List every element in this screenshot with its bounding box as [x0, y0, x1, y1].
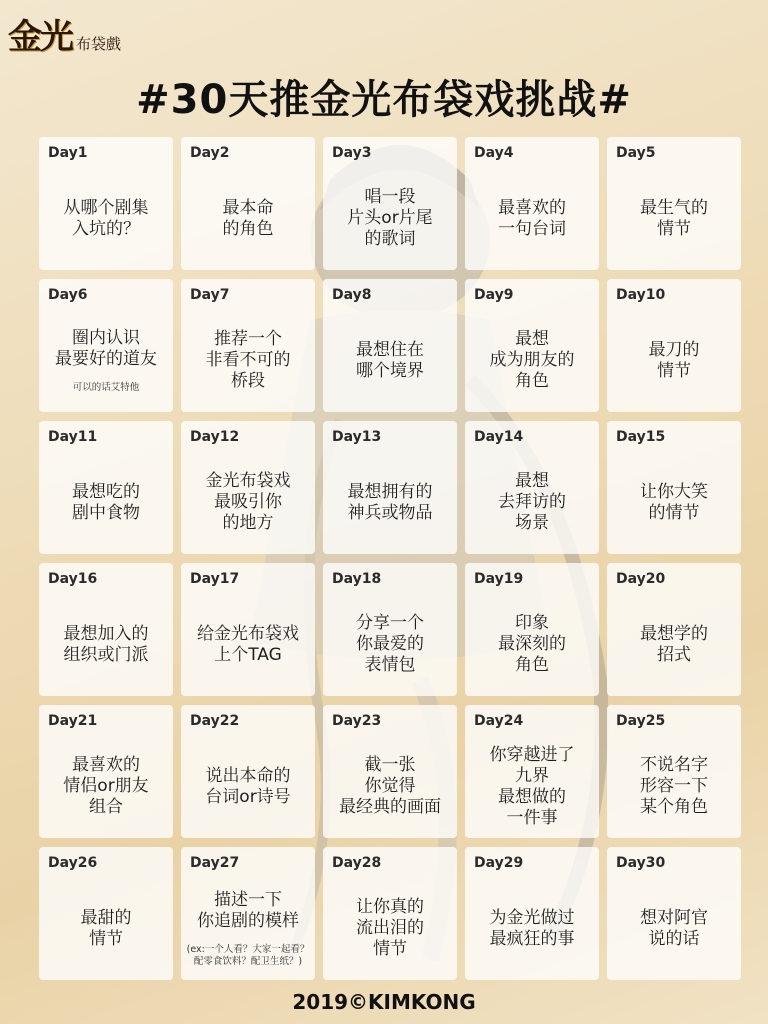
- day-card: [607, 421, 741, 554]
- task-text: 金光布袋戏 最吸引你 的地方: [205, 471, 291, 533]
- day-number: Day22: [190, 713, 240, 729]
- day-task: [469, 603, 595, 686]
- day-card: [39, 279, 173, 412]
- task-text: 推荐一个 非看不可的 桥段: [205, 329, 291, 391]
- task-text: 从哪个剧集 入坑的？: [63, 197, 149, 239]
- day-number: Day8: [332, 287, 372, 303]
- task-text: 分享一个 你最爱的 表情包: [356, 613, 424, 675]
- day-number: Day27: [190, 855, 240, 871]
- day-number: Day7: [190, 287, 230, 303]
- day-card: [323, 705, 457, 838]
- logo-sub-text: 布袋戲: [76, 35, 122, 53]
- task-text: 最想 成为朋友的 角色: [489, 329, 575, 391]
- task-text: 描述一下 你追剧的模样: [197, 889, 299, 931]
- copyright-footer: 2019©KIMKONG: [292, 990, 476, 1014]
- day-number: Day1: [48, 145, 88, 161]
- task-note: (ex:一个人看？大家一起看？ 配零食饮料？配卫生纸？): [186, 943, 310, 967]
- day-card: [465, 137, 599, 270]
- logo-main-text: 金光: [8, 17, 72, 57]
- day-task: [185, 887, 311, 970]
- task-text: 最想加入的 组织或门派: [63, 623, 149, 665]
- task-text: 印象 最深刻的 角色: [498, 613, 566, 675]
- day-task: [43, 177, 169, 260]
- day-number: Day25: [616, 713, 666, 729]
- day-task: [185, 745, 311, 828]
- day-number: Day5: [616, 145, 656, 161]
- day-card: [465, 705, 599, 838]
- day-number: Day30: [616, 855, 666, 871]
- task-text: 为金光做过 最疯狂的事: [489, 907, 575, 949]
- day-task: [43, 887, 169, 970]
- day-number: Day3: [332, 145, 372, 161]
- logo: [8, 14, 121, 58]
- day-card: [607, 847, 741, 980]
- day-card: [323, 563, 457, 696]
- day-number: Day29: [474, 855, 524, 871]
- day-card: [39, 847, 173, 980]
- day-task: [327, 887, 453, 970]
- day-card: [181, 137, 315, 270]
- day-number: Day13: [332, 429, 382, 445]
- task-text: 最喜欢的 情侣or朋友 组合: [63, 755, 149, 817]
- day-task: [469, 319, 595, 402]
- task-note: 可以的话艾特他: [72, 381, 140, 393]
- day-task: [43, 603, 169, 686]
- day-task: [327, 461, 453, 544]
- day-task: [469, 177, 595, 260]
- day-number: Day26: [48, 855, 98, 871]
- day-number: Day19: [474, 571, 524, 587]
- day-number: Day17: [190, 571, 240, 587]
- day-card: [607, 137, 741, 270]
- challenge-grid: [39, 137, 741, 980]
- day-number: Day15: [616, 429, 666, 445]
- day-card: [465, 847, 599, 980]
- day-card: [323, 137, 457, 270]
- day-card: [465, 421, 599, 554]
- day-number: Day28: [332, 855, 382, 871]
- task-text: 最想 去拜访的 场景: [498, 471, 566, 533]
- day-card: [181, 421, 315, 554]
- task-text: 最想吃的 剧中食物: [72, 481, 140, 523]
- day-task: [611, 887, 737, 970]
- day-card: [181, 705, 315, 838]
- day-card: [39, 705, 173, 838]
- day-task: [469, 461, 595, 544]
- day-card: [39, 563, 173, 696]
- day-task: [611, 319, 737, 402]
- day-task: [327, 177, 453, 260]
- day-number: Day4: [474, 145, 514, 161]
- task-text: 最想住在 哪个境界: [356, 339, 424, 381]
- task-text: 说出本命的 台词or诗号: [205, 765, 291, 807]
- day-task: [43, 745, 169, 828]
- day-task: [611, 177, 737, 260]
- day-card: [39, 421, 173, 554]
- task-text: 最生气的 情节: [640, 197, 708, 239]
- task-text: 截一张 你觉得 最经典的画面: [339, 755, 441, 817]
- day-task: [43, 319, 169, 402]
- day-task: [185, 603, 311, 686]
- task-text: 不说名字 形容一下 某个角色: [640, 755, 708, 817]
- day-number: Day6: [48, 287, 88, 303]
- day-number: Day24: [474, 713, 524, 729]
- day-card: [181, 847, 315, 980]
- day-card: [39, 137, 173, 270]
- day-task: [611, 745, 737, 828]
- day-card: [323, 847, 457, 980]
- day-task: [185, 461, 311, 544]
- day-task: [469, 745, 595, 828]
- task-text: 想对阿官 说的话: [640, 907, 708, 949]
- day-number: Day18: [332, 571, 382, 587]
- task-text: 最想拥有的 神兵或物品: [347, 481, 433, 523]
- day-number: Day23: [332, 713, 382, 729]
- day-task: [185, 319, 311, 402]
- task-text: 让你大笑 的情节: [640, 481, 708, 523]
- day-number: Day21: [48, 713, 98, 729]
- task-text: 你穿越进了 九界 最想做的 一件事: [489, 744, 575, 828]
- day-number: Day14: [474, 429, 524, 445]
- page-title: #30天推金光布袋戏挑战#: [136, 77, 632, 123]
- day-task: [611, 461, 737, 544]
- day-number: Day20: [616, 571, 666, 587]
- day-task: [611, 603, 737, 686]
- day-task: [469, 887, 595, 970]
- task-text: 让你真的 流出泪的 情节: [356, 897, 424, 959]
- task-text: 最喜欢的 一句台词: [498, 197, 566, 239]
- day-card: [607, 705, 741, 838]
- task-text: 最刀的 情节: [648, 339, 700, 381]
- task-text: 圈内认识 最要好的道友: [55, 327, 157, 369]
- day-card: [465, 563, 599, 696]
- day-task: [185, 177, 311, 260]
- day-card: [181, 279, 315, 412]
- day-card: [465, 279, 599, 412]
- day-card: [607, 563, 741, 696]
- day-task: [327, 319, 453, 402]
- day-number: Day11: [48, 429, 98, 445]
- task-text: 最甜的 情节: [80, 907, 132, 949]
- day-task: [327, 745, 453, 828]
- task-text: 最想学的 招式: [640, 623, 708, 665]
- day-number: Day9: [474, 287, 514, 303]
- day-card: [323, 421, 457, 554]
- day-card: [181, 563, 315, 696]
- day-number: Day10: [616, 287, 666, 303]
- day-task: [327, 603, 453, 686]
- day-card: [607, 279, 741, 412]
- day-card: [323, 279, 457, 412]
- day-number: Day12: [190, 429, 240, 445]
- task-text: 给金光布袋戏 上个TAG: [197, 623, 299, 665]
- day-number: Day2: [190, 145, 230, 161]
- day-number: Day16: [48, 571, 98, 587]
- task-text: 唱一段 片头or片尾 的歌词: [347, 187, 433, 249]
- task-text: 最本命 的角色: [222, 197, 274, 239]
- day-task: [43, 461, 169, 544]
